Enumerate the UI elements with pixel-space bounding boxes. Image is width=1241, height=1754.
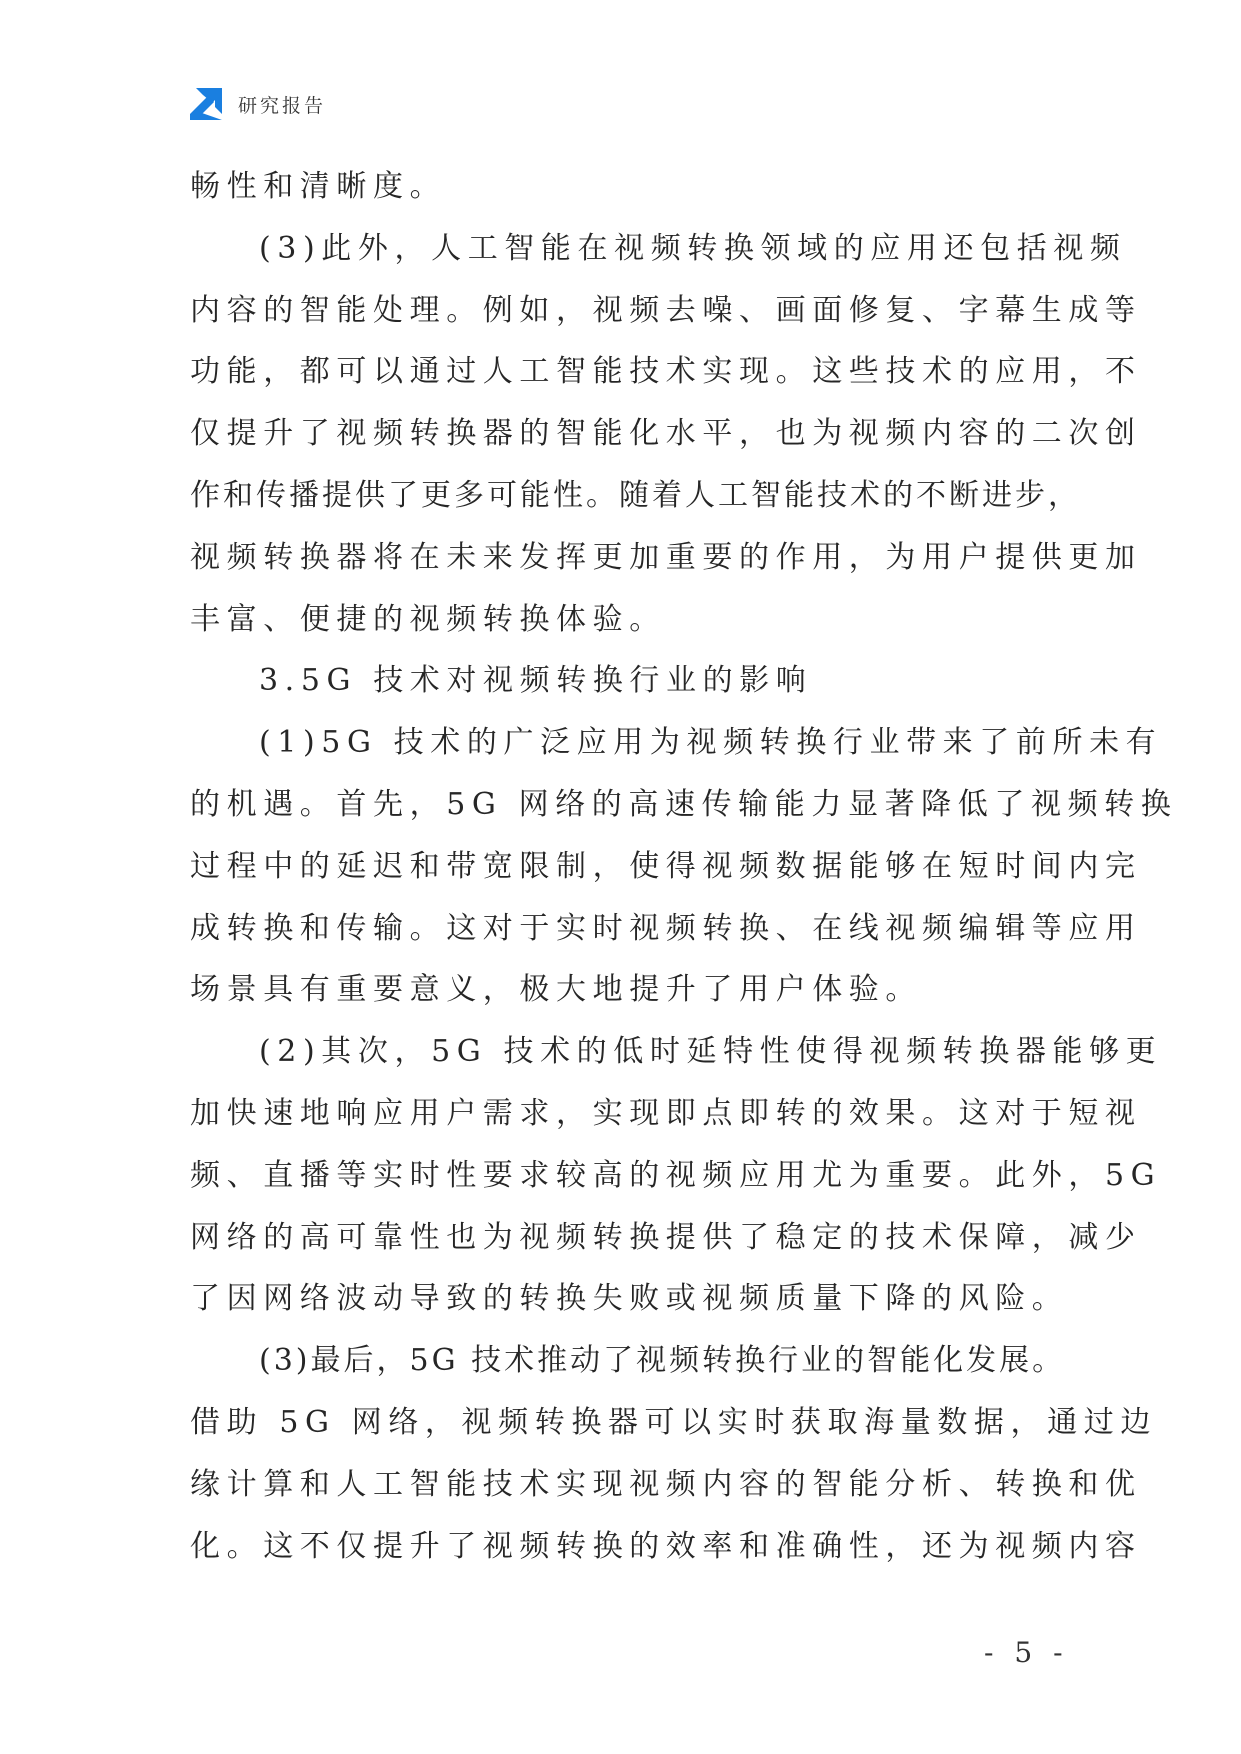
- body-text-line: 的机遇。首先，5G 网络的高速传输能力显著降低了视频转换: [190, 786, 1178, 822]
- page-number: - 5 -: [984, 1636, 1069, 1669]
- section-heading: 3.5G 技术对视频转换行业的影响: [259, 663, 813, 699]
- body-text-line: 化。这不仅提升了视频转换的效率和准确性，还为视频内容: [190, 1528, 1142, 1564]
- body-text-line: 过程中的延迟和带宽限制，使得视频数据能够在短时间内完: [190, 848, 1142, 884]
- body-text-line: 视频转换器将在未来发挥更加重要的作用，为用户提供更加: [190, 539, 1142, 575]
- document-body: [190, 156, 1178, 1577]
- body-text-line: 成转换和传输。这对于实时视频转换、在线视频编辑等应用: [190, 910, 1142, 946]
- body-text-line: 借助 5G 网络，视频转换器可以实时获取海量数据，通过边: [190, 1404, 1157, 1440]
- body-text-line: 网络的高可靠性也为视频转换提供了稳定的技术保障，减少: [190, 1219, 1142, 1255]
- body-text-line: 加快速地响应用户需求，实现即点即转的效果。这对于短视: [190, 1095, 1142, 1131]
- paragraph-first-line: (3)最后，5G 技术推动了视频转换行业的智能化发展。: [259, 1343, 1066, 1379]
- body-text-line: 功能，都可以通过人工智能技术实现。这些技术的应用，不: [190, 354, 1142, 390]
- body-text-line: 频、直播等实时性要求较高的视频应用尤为重要。此外，5G: [190, 1157, 1162, 1193]
- header-title: 研究报告: [238, 94, 327, 117]
- body-text-line: 场景具有重要意义，极大地提升了用户体验。: [190, 972, 922, 1008]
- body-text-line: 畅性和清晰度。: [190, 169, 447, 204]
- body-text-line: 仅提升了视频转换器的智能化水平，也为视频内容的二次创: [190, 416, 1142, 452]
- arrow-up-right-logo-icon: [188, 86, 224, 122]
- paragraph-first-line: (2)其次，5G 技术的低时延特性使得视频转换器能够更: [259, 1034, 1163, 1070]
- body-text-line: 丰富、便捷的视频转换体验。: [190, 601, 666, 637]
- body-text-line: 作和传播提供了更多可能性。随着人工智能技术的不断进步，: [190, 477, 1081, 513]
- paragraph-first-line: (3)此外，人工智能在视频转换领域的应用还包括视频: [259, 230, 1127, 266]
- body-text-line: 了因网络波动导致的转换失败或视频质量下降的风险。: [190, 1281, 1069, 1317]
- body-text-line: 缘计算和人工智能技术实现视频内容的智能分析、转换和优: [190, 1466, 1142, 1502]
- body-text-line: 内容的智能处理。例如，视频去噪、画面修复、字幕生成等: [190, 292, 1142, 328]
- paragraph-first-line: (1)5G 技术的广泛应用为视频转换行业带来了前所未有: [259, 725, 1163, 761]
- page-header: [188, 86, 326, 122]
